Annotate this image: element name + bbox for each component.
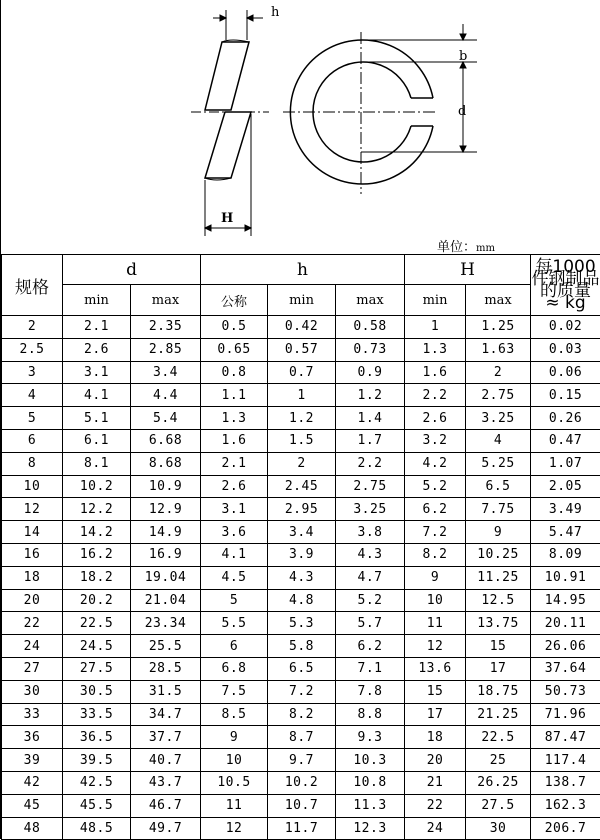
cell-H-max: 17: [466, 657, 531, 680]
cell-h-nominal: 0.65: [201, 338, 268, 361]
cell-d-min: 42.5: [63, 771, 131, 794]
cell-d-min: 2.1: [63, 316, 131, 339]
cell-h-min: 10.2: [268, 771, 336, 794]
table-row: [2, 680, 600, 703]
cell-H-max: 4: [466, 429, 531, 452]
cell-spec: 20: [2, 589, 63, 612]
cell-h-max: 11.3: [336, 794, 405, 817]
cell-H-max: 5.25: [466, 452, 531, 475]
cell-H-max: 30: [466, 817, 531, 840]
cell-h-nominal: 0.8: [201, 361, 268, 384]
header-weight: 每1000件钢制品的质量 ≈ kg: [531, 255, 600, 316]
cell-d-max: 31.5: [131, 680, 201, 703]
table-body: [2, 316, 600, 840]
cell-d-min: 30.5: [63, 680, 131, 703]
cell-H-max: 1.25: [466, 316, 531, 339]
cell-h-min: 2.95: [268, 498, 336, 521]
table-row: [2, 657, 600, 680]
cell-d-max: 49.7: [131, 817, 201, 840]
cell-h-min: 3.4: [268, 521, 336, 544]
cell-h-max: 1.4: [336, 407, 405, 430]
cell-h-min: 1.2: [268, 407, 336, 430]
cell-spec: 42: [2, 771, 63, 794]
table-row: [2, 338, 600, 361]
cell-H-max: 22.5: [466, 726, 531, 749]
table-row: [2, 566, 600, 589]
table-row: [2, 794, 600, 817]
cell-H-min: 17: [405, 703, 466, 726]
cell-spec: 14: [2, 521, 63, 544]
cell-weight: 117.4: [531, 749, 600, 772]
cell-d-max: 6.68: [131, 429, 201, 452]
cell-H-max: 12.5: [466, 589, 531, 612]
cell-d-min: 39.5: [63, 749, 131, 772]
cell-h-max: 0.73: [336, 338, 405, 361]
cell-h-nominal: 6.8: [201, 657, 268, 680]
cell-d-max: 34.7: [131, 703, 201, 726]
cell-d-min: 2.6: [63, 338, 131, 361]
cell-H-max: 9: [466, 521, 531, 544]
cell-d-min: 16.2: [63, 543, 131, 566]
cell-weight: 26.06: [531, 635, 600, 658]
cell-weight: 87.47: [531, 726, 600, 749]
cell-H-min: 24: [405, 817, 466, 840]
cell-H-min: 21: [405, 771, 466, 794]
cell-H-min: 22: [405, 794, 466, 817]
cell-d-max: 23.34: [131, 612, 201, 635]
cell-spec: 33: [2, 703, 63, 726]
cell-spec: 39: [2, 749, 63, 772]
header-spec: 规格: [2, 255, 63, 316]
cell-h-min: 11.7: [268, 817, 336, 840]
header-H: H: [405, 255, 531, 285]
table-row: [2, 749, 600, 772]
header-h-max: max: [336, 285, 405, 316]
cell-h-nominal: 7.5: [201, 680, 268, 703]
cell-H-min: 10: [405, 589, 466, 612]
table-row: [2, 521, 600, 544]
table-row: [2, 726, 600, 749]
cell-d-max: 19.04: [131, 566, 201, 589]
cell-h-nominal: 4.1: [201, 543, 268, 566]
table-row: [2, 635, 600, 658]
cell-spec: 48: [2, 817, 63, 840]
cell-d-max: 40.7: [131, 749, 201, 772]
cell-h-max: 0.9: [336, 361, 405, 384]
cell-spec: 4: [2, 384, 63, 407]
cell-h-min: 9.7: [268, 749, 336, 772]
table-row: [2, 407, 600, 430]
cell-h-max: 9.3: [336, 726, 405, 749]
label-h: h: [271, 5, 280, 20]
header-H-min: min: [405, 285, 466, 316]
cell-H-max: 7.75: [466, 498, 531, 521]
cell-H-max: 1.63: [466, 338, 531, 361]
cell-weight: 1.07: [531, 452, 600, 475]
cell-weight: 0.15: [531, 384, 600, 407]
cell-spec: 27: [2, 657, 63, 680]
cell-h-max: 7.1: [336, 657, 405, 680]
cell-spec: 36: [2, 726, 63, 749]
cell-spec: 8: [2, 452, 63, 475]
cell-h-max: 0.58: [336, 316, 405, 339]
label-d: d: [458, 104, 466, 119]
cell-H-min: 1.6: [405, 361, 466, 384]
cell-H-max: 10.25: [466, 543, 531, 566]
cell-H-min: 20: [405, 749, 466, 772]
cell-d-min: 8.1: [63, 452, 131, 475]
cell-spec: 12: [2, 498, 63, 521]
cell-h-nominal: 0.5: [201, 316, 268, 339]
cell-d-min: 33.5: [63, 703, 131, 726]
cell-h-max: 1.7: [336, 429, 405, 452]
cell-H-max: 15: [466, 635, 531, 658]
cell-h-nominal: 3.1: [201, 498, 268, 521]
cell-d-max: 12.9: [131, 498, 201, 521]
cell-h-min: 2.45: [268, 475, 336, 498]
cell-h-nominal: 5: [201, 589, 268, 612]
cell-weight: 37.64: [531, 657, 600, 680]
cell-d-max: 5.4: [131, 407, 201, 430]
cell-h-max: 2.75: [336, 475, 405, 498]
cell-weight: 0.47: [531, 429, 600, 452]
unit-prefix: 单位：: [437, 240, 476, 255]
cell-d-min: 36.5: [63, 726, 131, 749]
cell-h-nominal: 12: [201, 817, 268, 840]
cell-spec: 3: [2, 361, 63, 384]
cell-h-min: 0.7: [268, 361, 336, 384]
cell-spec: 16: [2, 543, 63, 566]
cell-H-min: 5.2: [405, 475, 466, 498]
header-h-min: min: [268, 285, 336, 316]
cell-H-max: 21.25: [466, 703, 531, 726]
cell-d-min: 20.2: [63, 589, 131, 612]
cell-d-min: 24.5: [63, 635, 131, 658]
side-view-lower-half: [205, 112, 251, 178]
cell-h-min: 8.2: [268, 703, 336, 726]
cell-h-min: 1.5: [268, 429, 336, 452]
table-row: [2, 703, 600, 726]
cell-d-min: 45.5: [63, 794, 131, 817]
cell-d-min: 3.1: [63, 361, 131, 384]
cell-h-max: 5.2: [336, 589, 405, 612]
cell-H-max: 18.75: [466, 680, 531, 703]
cell-h-max: 7.8: [336, 680, 405, 703]
cell-d-min: 27.5: [63, 657, 131, 680]
cell-spec: 45: [2, 794, 63, 817]
cell-H-min: 6.2: [405, 498, 466, 521]
cell-h-nominal: 1.6: [201, 429, 268, 452]
cell-spec: 18: [2, 566, 63, 589]
cell-h-nominal: 1.3: [201, 407, 268, 430]
cell-h-max: 6.2: [336, 635, 405, 658]
cell-h-nominal: 10: [201, 749, 268, 772]
cell-d-max: 28.5: [131, 657, 201, 680]
cell-H-min: 3.2: [405, 429, 466, 452]
cell-h-nominal: 6: [201, 635, 268, 658]
cell-h-nominal: 11: [201, 794, 268, 817]
cell-h-min: 4.8: [268, 589, 336, 612]
cell-H-min: 11: [405, 612, 466, 635]
cell-h-nominal: 5.5: [201, 612, 268, 635]
header-h-nominal: 公称: [201, 285, 268, 316]
cell-weight: 5.47: [531, 521, 600, 544]
cell-d-max: 37.7: [131, 726, 201, 749]
label-H: H: [221, 211, 233, 226]
cell-H-min: 2.6: [405, 407, 466, 430]
cell-H-max: 6.5: [466, 475, 531, 498]
cell-h-min: 5.3: [268, 612, 336, 635]
cell-h-max: 1.2: [336, 384, 405, 407]
label-b: b: [459, 49, 467, 64]
cell-d-min: 4.1: [63, 384, 131, 407]
cell-H-min: 2.2: [405, 384, 466, 407]
cell-H-max: 25: [466, 749, 531, 772]
cell-H-max: 26.25: [466, 771, 531, 794]
table-row: [2, 589, 600, 612]
cell-h-min: 0.42: [268, 316, 336, 339]
cell-weight: 50.73: [531, 680, 600, 703]
table-row: [2, 384, 600, 407]
cell-h-max: 8.8: [336, 703, 405, 726]
cell-weight: 20.11: [531, 612, 600, 635]
cell-spec: 5: [2, 407, 63, 430]
cell-h-min: 1: [268, 384, 336, 407]
spring-washer-drawing: [1, 0, 600, 254]
cell-d-max: 2.85: [131, 338, 201, 361]
cell-d-max: 16.9: [131, 543, 201, 566]
cell-H-max: 2.75: [466, 384, 531, 407]
cell-h-nominal: 9: [201, 726, 268, 749]
cell-H-min: 18: [405, 726, 466, 749]
unit-value: mm: [476, 243, 495, 254]
table-row: [2, 316, 600, 339]
cell-d-max: 43.7: [131, 771, 201, 794]
cell-d-min: 10.2: [63, 475, 131, 498]
cell-weight: 206.7: [531, 817, 600, 840]
table-row: [2, 361, 600, 384]
cell-h-nominal: 10.5: [201, 771, 268, 794]
cell-h-min: 3.9: [268, 543, 336, 566]
cell-spec: 22: [2, 612, 63, 635]
table-row: [2, 429, 600, 452]
cell-spec: 6: [2, 429, 63, 452]
cell-spec: 30: [2, 680, 63, 703]
cell-h-max: 2.2: [336, 452, 405, 475]
cell-h-max: 10.3: [336, 749, 405, 772]
cell-d-max: 14.9: [131, 521, 201, 544]
cell-weight: 2.05: [531, 475, 600, 498]
header-H-max: max: [466, 285, 531, 316]
cell-H-min: 12: [405, 635, 466, 658]
cell-d-min: 14.2: [63, 521, 131, 544]
cell-weight: 14.95: [531, 589, 600, 612]
cell-H-min: 1: [405, 316, 466, 339]
cell-H-max: 3.25: [466, 407, 531, 430]
cell-weight: 8.09: [531, 543, 600, 566]
cell-H-max: 2: [466, 361, 531, 384]
cell-h-max: 3.8: [336, 521, 405, 544]
cell-h-min: 10.7: [268, 794, 336, 817]
cell-H-max: 11.25: [466, 566, 531, 589]
side-view-upper-half: [205, 42, 249, 110]
cell-d-min: 5.1: [63, 407, 131, 430]
cell-H-min: 1.3: [405, 338, 466, 361]
table-row: [2, 817, 600, 840]
cell-weight: 0.06: [531, 361, 600, 384]
table-row: [2, 771, 600, 794]
cell-weight: 10.91: [531, 566, 600, 589]
cell-weight: 0.03: [531, 338, 600, 361]
cell-h-min: 4.3: [268, 566, 336, 589]
cell-weight: 0.26: [531, 407, 600, 430]
cell-h-max: 12.3: [336, 817, 405, 840]
cell-h-nominal: 1.1: [201, 384, 268, 407]
cell-h-min: 2: [268, 452, 336, 475]
cell-H-min: 15: [405, 680, 466, 703]
table-row: [2, 475, 600, 498]
cell-H-min: 8.2: [405, 543, 466, 566]
cell-spec: 10: [2, 475, 63, 498]
cell-h-max: 5.7: [336, 612, 405, 635]
cell-h-nominal: 3.6: [201, 521, 268, 544]
header-d: d: [63, 255, 201, 285]
cell-weight: 162.3: [531, 794, 600, 817]
cell-H-min: 7.2: [405, 521, 466, 544]
cell-H-min: 4.2: [405, 452, 466, 475]
cell-d-max: 2.35: [131, 316, 201, 339]
cell-h-min: 8.7: [268, 726, 336, 749]
cell-spec: 2.5: [2, 338, 63, 361]
table-row: [2, 452, 600, 475]
cell-h-max: 10.8: [336, 771, 405, 794]
cell-h-min: 5.8: [268, 635, 336, 658]
cell-h-nominal: 2.6: [201, 475, 268, 498]
cell-d-min: 18.2: [63, 566, 131, 589]
cell-d-min: 22.5: [63, 612, 131, 635]
cell-h-min: 7.2: [268, 680, 336, 703]
cell-h-min: 0.57: [268, 338, 336, 361]
cell-h-max: 4.7: [336, 566, 405, 589]
cell-d-min: 6.1: [63, 429, 131, 452]
dimension-table: [1, 254, 600, 840]
cell-h-nominal: 4.5: [201, 566, 268, 589]
table-row: [2, 612, 600, 635]
cell-h-nominal: 2.1: [201, 452, 268, 475]
cell-d-max: 3.4: [131, 361, 201, 384]
cell-H-max: 13.75: [466, 612, 531, 635]
table-row: [2, 543, 600, 566]
cell-d-min: 48.5: [63, 817, 131, 840]
cell-d-max: 8.68: [131, 452, 201, 475]
cell-weight: 138.7: [531, 771, 600, 794]
cell-h-nominal: 8.5: [201, 703, 268, 726]
cell-H-max: 27.5: [466, 794, 531, 817]
cell-d-min: 12.2: [63, 498, 131, 521]
cell-d-max: 21.04: [131, 589, 201, 612]
header-d-min: min: [63, 285, 131, 316]
unit-note: [437, 236, 495, 255]
cell-H-min: 13.6: [405, 657, 466, 680]
cell-weight: 3.49: [531, 498, 600, 521]
header-h: h: [201, 255, 405, 285]
header-d-max: max: [131, 285, 201, 316]
cell-weight: 0.02: [531, 316, 600, 339]
cell-spec: 24: [2, 635, 63, 658]
cell-H-min: 9: [405, 566, 466, 589]
table-row: [2, 498, 600, 521]
cell-d-max: 4.4: [131, 384, 201, 407]
cell-h-max: 4.3: [336, 543, 405, 566]
cell-d-max: 10.9: [131, 475, 201, 498]
cell-d-max: 25.5: [131, 635, 201, 658]
cell-h-max: 3.25: [336, 498, 405, 521]
cell-spec: 2: [2, 316, 63, 339]
cell-d-max: 46.7: [131, 794, 201, 817]
cell-h-min: 6.5: [268, 657, 336, 680]
cell-weight: 71.96: [531, 703, 600, 726]
